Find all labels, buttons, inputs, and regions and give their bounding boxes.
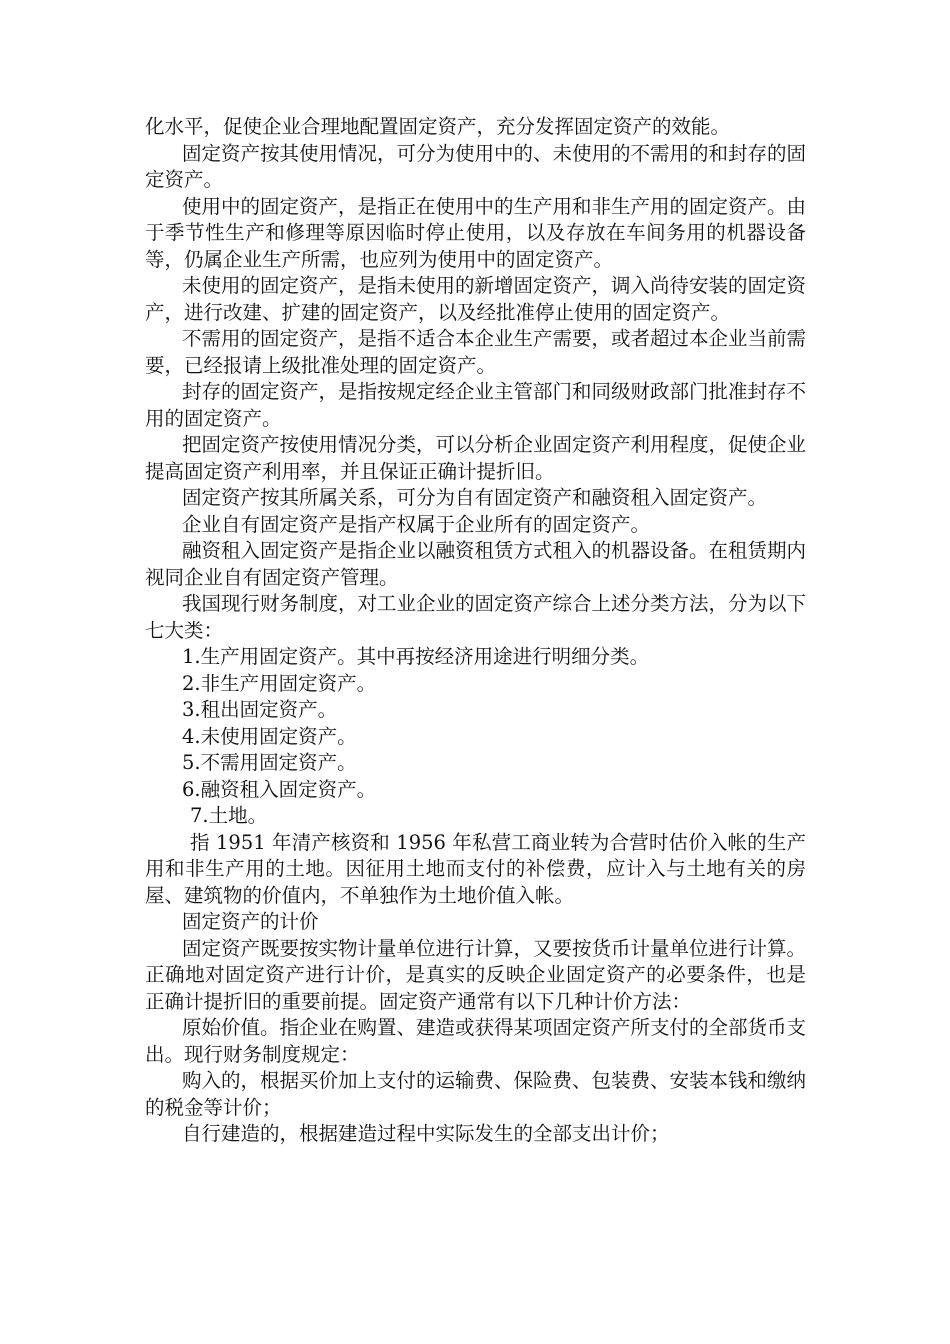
list-item-3: 3.租出固定资产。: [182, 698, 338, 721]
section-heading-valuation: 固定资产的计价: [182, 910, 319, 933]
paragraph-1: 化水平，促使企业合理地配置固定资产，充分发挥固定资产的效能。: [145, 115, 731, 138]
paragraph-5: 不需用的固定资产，是指不适合本企业生产需要，或者超过本企业当前需要，已经报请上级批准处理的固定资产。: [145, 327, 807, 377]
list-item-2: 2.非生产用固定资产。: [182, 671, 377, 695]
paragraph-original-value: 原始价值。指企业在购置、建造或获得某项固定资产所支付的全部货币支出。现行财务制度规定：: [145, 1016, 807, 1066]
paragraph-purchased: 购入的，根据买价加上支付的运输费、保险费、包装费、安装本钱和缴纳的税金等计价；: [145, 1069, 807, 1119]
list-item-7: 7.土地。: [190, 804, 268, 827]
paragraph-self-built: 自行建造的，根据建造过程中实际发生的全部支出计价；: [182, 1122, 670, 1145]
list-item-4: 4.未使用固定资产。: [182, 724, 357, 748]
paragraph-land-definition: 指 1951 年清产核资和 1956 年私营工商业转为合营时估价入帐的生产用和非生产用的土地。因征用土地而支付的补偿费，应计入与土地有关的房屋、建筑物的价值内，不单独作为土地价值入帐。: [145, 830, 806, 907]
paragraph-9: 企业自有固定资产是指产权属于企业所有的固定资产。: [182, 512, 651, 536]
paragraph-2: 固定资产按其使用情况，可分为使用中的、未使用的不需用的和封存的固定资产。: [145, 141, 807, 191]
paragraph-6: 封存的固定资产，是指按规定经企业主管部门和同级财政部门批准封存不用的固定资产。: [145, 380, 807, 430]
list-item-1: 1.生产用固定资产。其中再按经济用途进行明细分类。: [182, 645, 650, 668]
paragraph-valuation: 固定资产既要按实物计量单位进行计算，又要按货币计量单位进行计算。正确地对固定资产进行计价，是真实的反映企业固定资产的必要条件，也是正确计提折旧的重要前提。固定资产通常有以下几种计价方法：: [145, 936, 807, 1013]
paragraph-4: 未使用的固定资产，是指未使用的新增固定资产，调入尚待安装的固定资产，进行改建、扩建的固定资产，以及经批准停止使用的固定资产。: [145, 274, 807, 324]
paragraph-3: 使用中的固定资产，是指正在使用中的生产用和非生产用的固定资产。由于季节性生产和修理等原因临时停止使用，以及存放在车间务用的机器设备等，仍属企业生产所需，也应列为使用中的固定资产。: [145, 194, 807, 271]
paragraph-7: 把固定资产按使用情况分类，可以分析企业固定资产利用程度，促使企业提高固定资产利用率，并且保证正确计提折旧。: [145, 433, 807, 483]
document-page: [145, 114, 806, 1148]
list-item-5: 5.不需用固定资产。: [182, 751, 357, 774]
paragraph-8: 固定资产按其所属关系，可分为自有固定资产和融资租入固定资产。: [182, 486, 768, 509]
list-item-6: 6.融资租入固定资产。: [182, 777, 377, 801]
paragraph-11: 我国现行财务制度，对工业企业的固定资产综合上述分类方法，分为以下七大类：: [145, 592, 807, 642]
paragraph-10: 融资租入固定资产是指企业以融资租赁方式租入的机器设备。在租赁期内视同企业自有固定资产管理。: [145, 539, 807, 589]
